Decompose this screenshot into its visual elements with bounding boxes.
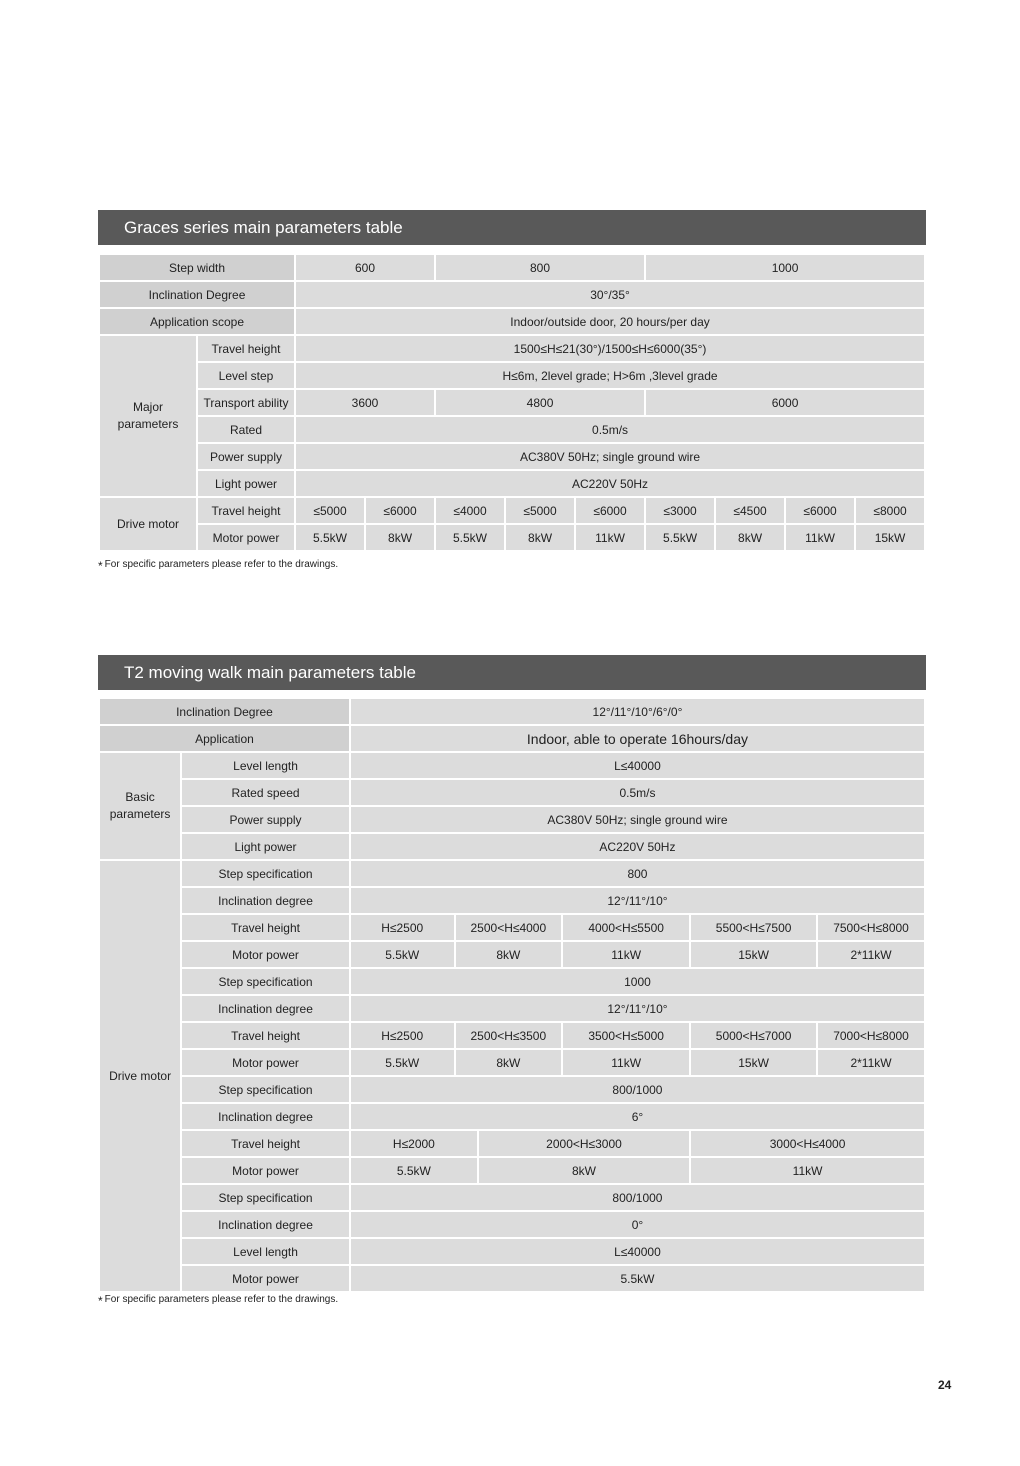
- power-supply-value: AC380V 50Hz; single ground wire: [351, 807, 924, 834]
- application-label: Application: [100, 726, 349, 753]
- travel-height-cell: 3500<H≤5000: [563, 1023, 689, 1050]
- motor-power-cell: 11kW: [691, 1158, 924, 1185]
- motor-power-cell: 2*11kW: [818, 1050, 924, 1077]
- motor-power-cell: 15kW: [691, 1050, 816, 1077]
- graces-section-title: Graces series main parameters table: [98, 210, 926, 245]
- level-length-value: L≤40000: [351, 1239, 924, 1266]
- level-length-value: L≤40000: [351, 753, 924, 780]
- travel-height-cell: ≤4000: [436, 498, 504, 525]
- application-label: Application scope: [100, 309, 294, 336]
- travel-height-label: Travel height: [182, 915, 349, 942]
- travel-height-label: Travel height: [198, 498, 294, 525]
- motor-power-cell: 5.5kW: [646, 525, 714, 552]
- t2-footnote: * For specific parameters please refer to the drawings.: [98, 1294, 339, 1308]
- step-width-value: 1000: [646, 255, 924, 282]
- t2-section-title: T2 moving walk main parameters table: [98, 655, 926, 690]
- table-row: [100, 753, 924, 780]
- table-row: [100, 444, 924, 471]
- inclination-degree-value: 12°/11°/10°: [351, 888, 924, 915]
- inclination-degree-label: Inclination degree: [182, 1212, 349, 1239]
- inclination-value: 30°/35°: [296, 282, 924, 309]
- table-row: [100, 309, 924, 336]
- motor-power-label: Motor power: [198, 525, 294, 552]
- light-power-value: AC220V 50Hz: [296, 471, 924, 498]
- table-row: [100, 1131, 924, 1158]
- table-row: [100, 525, 924, 552]
- inclination-degree-label: Inclination degree: [182, 888, 349, 915]
- power-supply-label: Power supply: [198, 444, 294, 471]
- travel-height-cell: H≤2500: [351, 1023, 454, 1050]
- inclination-label: Inclination Degree: [100, 699, 349, 726]
- travel-height-label: Travel height: [182, 1131, 349, 1158]
- table-row: [100, 996, 924, 1023]
- motor-power-cell: 8kW: [456, 1050, 562, 1077]
- travel-height-cell: H≤2000: [351, 1131, 477, 1158]
- inclination-degree-label: Inclination degree: [182, 1104, 349, 1131]
- graces-footnote-text: For specific parameters please refer to the drawings.: [104, 559, 339, 570]
- step-width-value: 800: [436, 255, 644, 282]
- power-supply-value: AC380V 50Hz; single ground wire: [296, 444, 924, 471]
- light-power-label: Light power: [182, 834, 349, 861]
- inclination-value: 12°/11°/10°/6°/0°: [351, 699, 924, 726]
- rated-label: Rated: [198, 417, 294, 444]
- graces-footnote: * For specific parameters please refer to the drawings.: [98, 559, 339, 573]
- motor-power-cell: 11kW: [786, 525, 854, 552]
- travel-height-cell: 5500<H≤7500: [691, 915, 816, 942]
- table-row: [100, 1104, 924, 1131]
- motor-power-cell: 8kW: [366, 525, 434, 552]
- power-supply-label: Power supply: [182, 807, 349, 834]
- inclination-degree-value: 12°/11°/10°: [351, 996, 924, 1023]
- table-row: [100, 390, 924, 417]
- drive-motor-group-label: Drive motor: [100, 498, 196, 552]
- motor-power-cell: 11kW: [576, 525, 644, 552]
- travel-height-cell: ≤6000: [786, 498, 854, 525]
- table-row: [100, 915, 924, 942]
- inclination-degree-label: Inclination degree: [182, 996, 349, 1023]
- motor-power-label: Motor power: [182, 942, 349, 969]
- table-row: [100, 498, 924, 525]
- table-row: [100, 255, 924, 282]
- t2-footnote-text: For specific parameters please refer to the drawings.: [104, 1294, 339, 1305]
- travel-height-cell: 7500<H≤8000: [818, 915, 924, 942]
- motor-power-cell: 15kW: [856, 525, 924, 552]
- table-row: [100, 1077, 924, 1104]
- light-power-value: AC220V 50Hz: [351, 834, 924, 861]
- motor-power-cell: 5.5kW: [296, 525, 364, 552]
- rated-value: 0.5m/s: [296, 417, 924, 444]
- table-row: [100, 1239, 924, 1266]
- travel-height-value: 1500≤H≤21(30°)/1500≤H≤6000(35°): [296, 336, 924, 363]
- motor-power-cell: 5.5kW: [351, 1158, 477, 1185]
- travel-height-cell: ≤3000: [646, 498, 714, 525]
- table-row: [100, 1212, 924, 1239]
- travel-height-cell: H≤2500: [351, 915, 454, 942]
- table-row: [100, 1266, 924, 1293]
- table-row: [100, 780, 924, 807]
- level-step-label: Level step: [198, 363, 294, 390]
- t2-parameters-table: [98, 699, 926, 1293]
- table-row: [100, 834, 924, 861]
- basic-parameters-group-label: Basic parameters: [100, 753, 180, 861]
- travel-height-cell: ≤5000: [296, 498, 364, 525]
- inclination-degree-value: 6°: [351, 1104, 924, 1131]
- transport-ability-value: 4800: [436, 390, 644, 417]
- motor-power-label: Motor power: [182, 1266, 349, 1293]
- travel-height-cell: 2500<H≤4000: [456, 915, 562, 942]
- table-row: [100, 1185, 924, 1212]
- travel-height-cell: ≤6000: [576, 498, 644, 525]
- travel-height-cell: 2500<H≤3500: [456, 1023, 562, 1050]
- table-row: [100, 969, 924, 996]
- step-width-value: 600: [296, 255, 434, 282]
- travel-height-cell: 4000<H≤5500: [563, 915, 689, 942]
- motor-power-cell: 5.5kW: [351, 1050, 454, 1077]
- table-row: [100, 699, 924, 726]
- travel-height-cell: ≤8000: [856, 498, 924, 525]
- step-specification-label: Step specification: [182, 861, 349, 888]
- table-row: [100, 807, 924, 834]
- step-specification-value: 800/1000: [351, 1077, 924, 1104]
- inclination-label: Inclination Degree: [100, 282, 294, 309]
- step-specification-value: 800/1000: [351, 1185, 924, 1212]
- step-specification-label: Step specification: [182, 1185, 349, 1212]
- motor-power-cell: 8kW: [506, 525, 574, 552]
- motor-power-cell: 5.5kW: [351, 942, 454, 969]
- table-row: [100, 336, 924, 363]
- travel-height-cell: ≤4500: [716, 498, 784, 525]
- table-row: [100, 471, 924, 498]
- inclination-degree-value: 0°: [351, 1212, 924, 1239]
- travel-height-cell: ≤6000: [366, 498, 434, 525]
- application-value: Indoor, able to operate 16hours/day: [351, 726, 924, 753]
- travel-height-label: Travel height: [182, 1023, 349, 1050]
- transport-ability-value: 6000: [646, 390, 924, 417]
- step-width-label: Step width: [100, 255, 294, 282]
- table-row: [100, 1158, 924, 1185]
- light-power-label: Light power: [198, 471, 294, 498]
- motor-power-cell: 8kW: [479, 1158, 689, 1185]
- table-row: [100, 1050, 924, 1077]
- motor-power-value: 5.5kW: [351, 1266, 924, 1293]
- motor-power-cell: 15kW: [691, 942, 816, 969]
- step-specification-label: Step specification: [182, 969, 349, 996]
- application-value: Indoor/outside door, 20 hours/per day: [296, 309, 924, 336]
- motor-power-cell: 5.5kW: [436, 525, 504, 552]
- motor-power-label: Motor power: [182, 1158, 349, 1185]
- motor-power-cell: 8kW: [716, 525, 784, 552]
- table-row: [100, 417, 924, 444]
- table-row: [100, 888, 924, 915]
- step-specification-value: 1000: [351, 969, 924, 996]
- motor-power-cell: 2*11kW: [818, 942, 924, 969]
- table-row: [100, 861, 924, 888]
- table-row: [100, 942, 924, 969]
- drive-motor-group-label: Drive motor: [100, 861, 180, 1293]
- motor-power-cell: 8kW: [456, 942, 562, 969]
- level-step-value: H≤6m, 2level grade; H>6m ,3level grade: [296, 363, 924, 390]
- graces-parameters-table: [98, 255, 926, 552]
- table-row: [100, 363, 924, 390]
- page-number: 24: [938, 1378, 952, 1392]
- travel-height-label: Travel height: [198, 336, 294, 363]
- step-specification-value: 800: [351, 861, 924, 888]
- motor-power-label: Motor power: [182, 1050, 349, 1077]
- travel-height-cell: 3000<H≤4000: [691, 1131, 924, 1158]
- rated-speed-label: Rated speed: [182, 780, 349, 807]
- rated-speed-value: 0.5m/s: [351, 780, 924, 807]
- major-parameters-group-label: Major parameters: [100, 336, 196, 498]
- travel-height-cell: ≤5000: [506, 498, 574, 525]
- level-length-label: Level length: [182, 1239, 349, 1266]
- travel-height-cell: 2000<H≤3000: [479, 1131, 689, 1158]
- motor-power-cell: 11kW: [563, 1050, 689, 1077]
- travel-height-cell: 5000<H≤7000: [691, 1023, 816, 1050]
- transport-ability-label: Transport ability: [198, 390, 294, 417]
- step-specification-label: Step specification: [182, 1077, 349, 1104]
- table-row: [100, 282, 924, 309]
- transport-ability-value: 3600: [296, 390, 434, 417]
- motor-power-cell: 11kW: [563, 942, 689, 969]
- level-length-label: Level length: [182, 753, 349, 780]
- table-row: [100, 726, 924, 753]
- table-row: [100, 1023, 924, 1050]
- travel-height-cell: 7000<H≤8000: [818, 1023, 924, 1050]
